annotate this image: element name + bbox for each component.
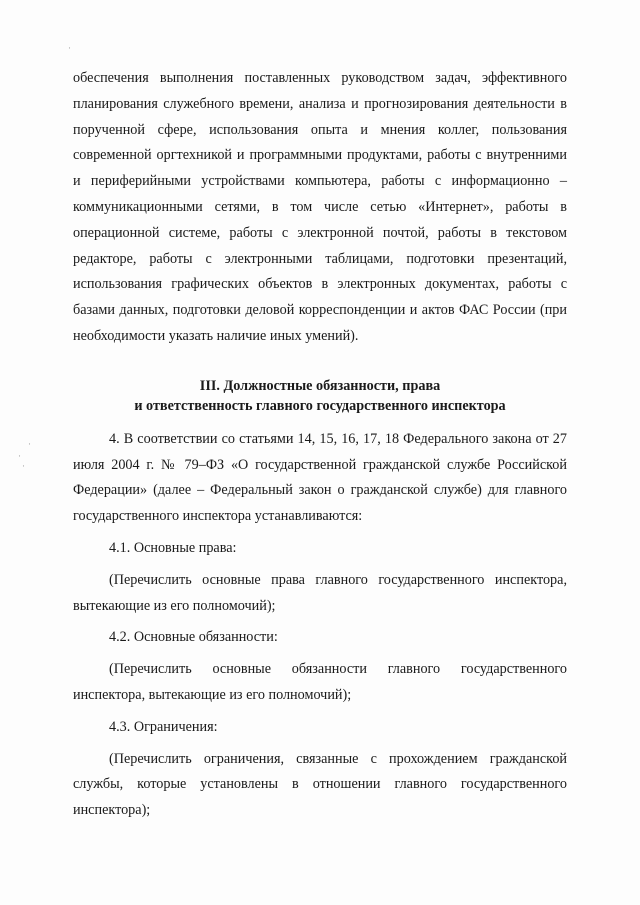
paragraph-4-2-text: (Перечислить основные обязанности главного государственного инспектора, вытекающие из его полномочий);: [73, 661, 567, 703]
intro-paragraph: обеспечения выполнения поставленных руководством задач, эффективного планирования служебного времени, анализа и прогнозирования деятельности в порученной сфере, использования опыта и мнения коллег, пользования современной оргтехникой и программными продуктами, работы с внутренними и периферийными устройствами компьютера, работы с информационно – коммуникационными сетями, в том числе сетью «Интернет», работы в операционной системе, работы с электронной почтой, работы в текстовом редакторе, работы с электронными таблицами, подготовки презентаций, использования графических объектов в электронных документах, работы с базами данных, подготовки деловой корреспонденции и актов ФАС России (при необходимости указать наличие иных умений).: [73, 70, 567, 344]
section-heading-line-2: и ответственность главного государственного инспектора: [134, 397, 506, 414]
paragraph-4-2-title: 4.2. Основные обязанности:: [109, 629, 278, 646]
section-heading: [73, 376, 567, 416]
document-body: [73, 66, 567, 824]
paragraph-4-3-text: (Перечислить ограничения, связанные с прохождением гражданской службы, которые установлены в отношении главного государственного инспектора);: [73, 750, 567, 819]
paragraph-4-1-text: (Перечислить основные права главного государственного инспектора, вытекающие из его полномочий);: [73, 571, 567, 614]
scan-speck: ·: [68, 43, 71, 53]
scan-speck: ·: [28, 439, 31, 449]
scan-speck: ·: [22, 461, 25, 471]
paragraph-4-1-title: 4.1. Основные права:: [109, 539, 237, 556]
paragraph-4: 4. В соответствии со статьями 14, 15, 16, 17, 18 Федерального закона от 27 июля 2004 г. № 79–ФЗ «О государственной гражданской службе Российской Федерации» (далее – Федеральный закон о гражданской службе) для главного государственного инспектора устанавливаются:: [73, 430, 567, 525]
section-heading-line-1: III. Должностные обязанности, права: [199, 377, 441, 394]
paragraph-4-3-title: 4.3. Ограничения:: [109, 718, 218, 735]
scan-speck: ·: [18, 451, 21, 461]
